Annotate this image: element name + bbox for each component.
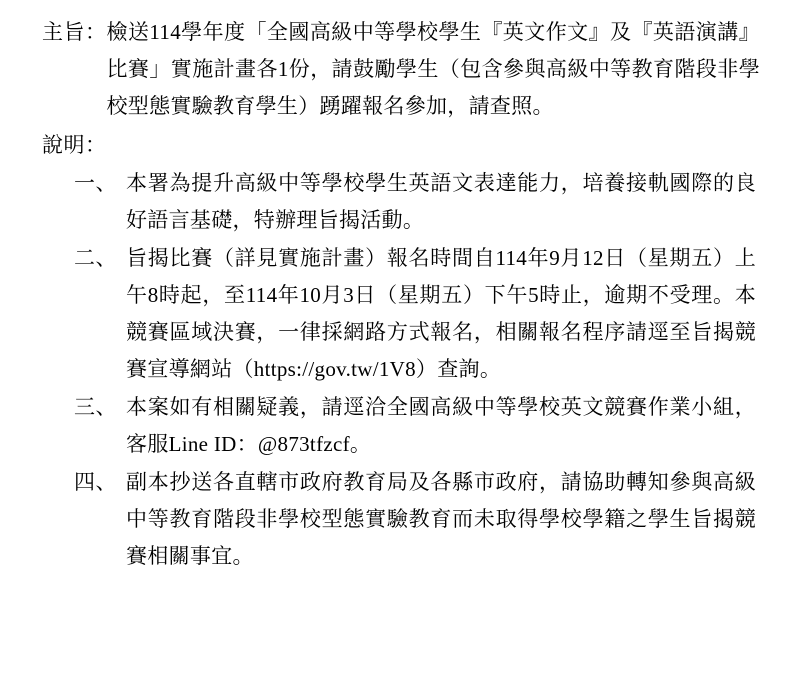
list-item-number: 一、 xyxy=(74,171,117,195)
list-item-text: 本案如有相關疑義，請逕洽全國高級中等學校英文競賽作業小組，客服Line ID：@873tfzcf。 xyxy=(126,395,756,456)
list-item-text: 旨揭比賽（詳見實施計畫）報名時間自114年9月12日（星期五）上午8時起，至114年10月3日（星期五）下午5時止，逾期不受理。本競賽區域決賽，一律採網路方式報名，相關報名程序請逕至旨揭競賽宣導網站（https://gov.tw/1V8）查詢。 xyxy=(126,246,756,381)
subject-label: 主旨： xyxy=(42,20,107,44)
subject-text: 檢送114學年度「全國高級中等學校學生『英文作文』及『英語演講』比賽」實施計畫各1份，請鼓勵學生（包含參與高級中等教育階段非學校型態實驗教育學生）踴躍報名參加，請查照。 xyxy=(106,20,760,118)
list-item xyxy=(26,389,770,463)
list-item xyxy=(26,240,770,388)
list-item-number: 二、 xyxy=(74,246,117,270)
list-item-number: 四、 xyxy=(74,470,117,494)
subject-block xyxy=(26,14,770,125)
list-item-text: 本署為提升高級中等學校學生英語文表達能力，培養接軌國際的良好語言基礎，特辦理旨揭活動。 xyxy=(126,171,756,232)
list-item-text: 副本抄送各直轄市政府教育局及各縣市政府，請協助轉知參與高級中等教育階段非學校型態實驗教育而未取得學校學籍之學生旨揭競賽相關事宜。 xyxy=(126,470,756,568)
list-item xyxy=(26,165,770,239)
list-item-number: 三、 xyxy=(74,395,117,419)
list-item xyxy=(26,464,770,575)
description-label: 說明： xyxy=(42,133,107,157)
